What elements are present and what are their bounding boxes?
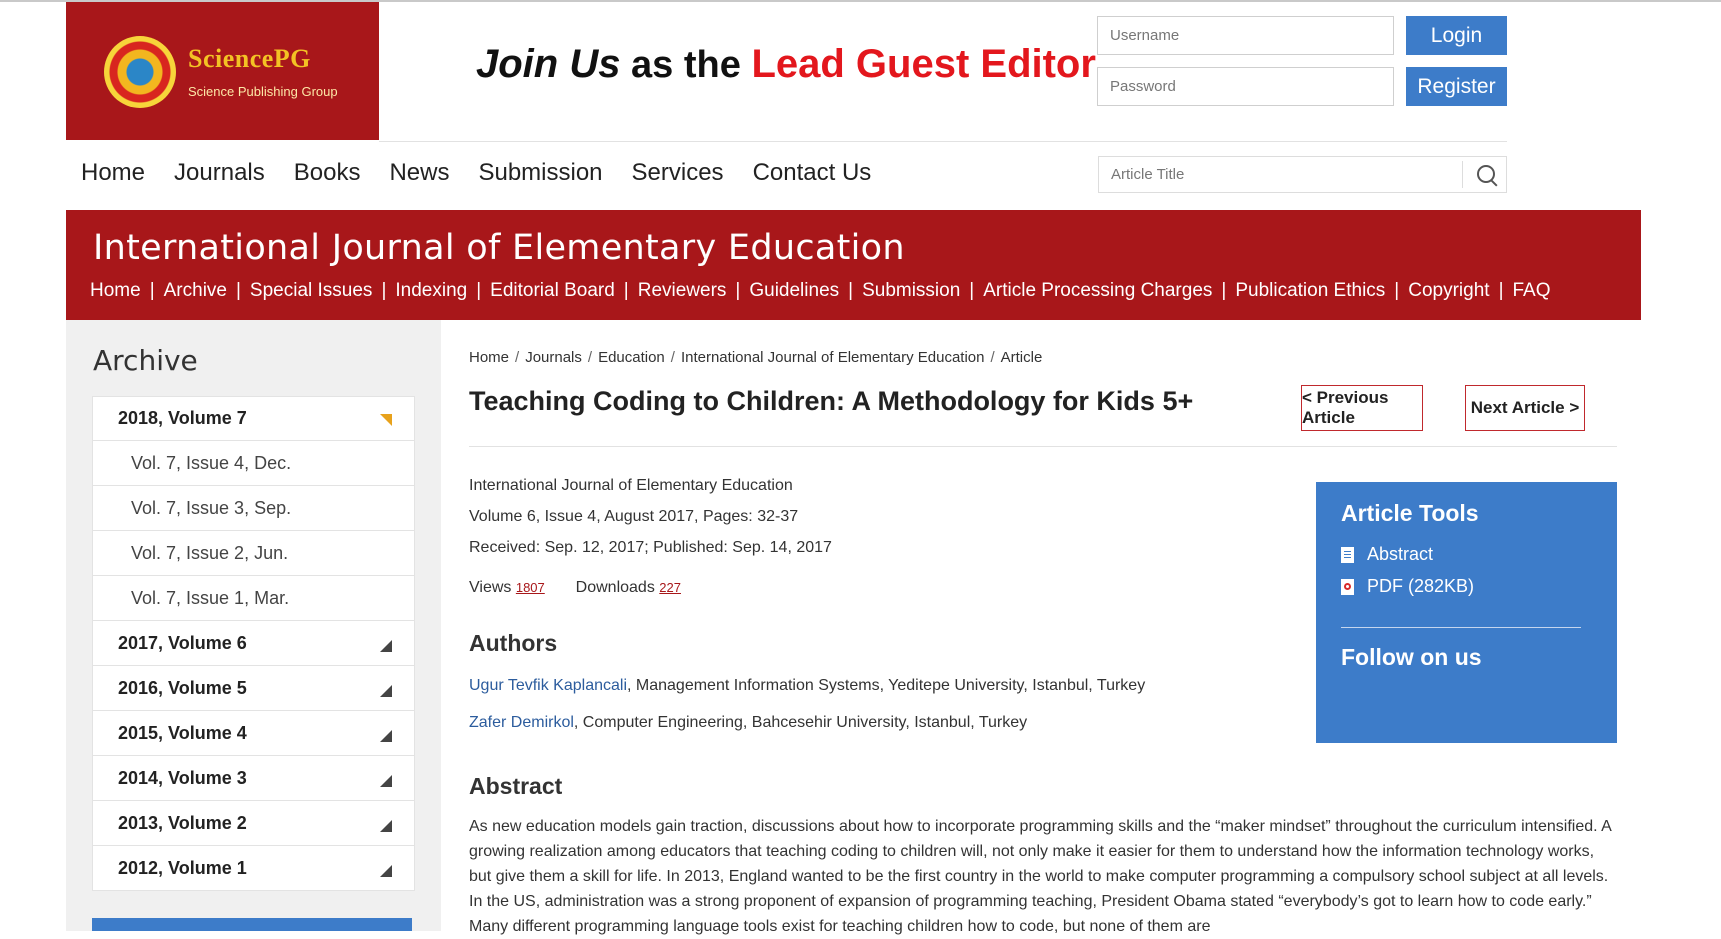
jnav-copyright[interactable]: Copyright [1408,280,1490,301]
views-label: Views [469,579,512,596]
archive-issue-7-4[interactable] [92,441,415,486]
author-item [469,714,1027,732]
collapsed-triangle-icon [380,865,392,877]
downloads-link[interactable]: 227 [659,580,681,595]
banner-part2: as the [620,44,752,86]
jnav-home[interactable]: Home [90,280,141,301]
nav-home[interactable]: Home [81,159,146,186]
archive-year-2014[interactable] [92,756,415,801]
crumb-journal[interactable]: International Journal of Elementary Education [680,349,985,366]
author-affiliation: , Computer Engineering, Bahcesehir University, Istanbul, Turkey [573,714,1028,731]
jnav-editorial-board[interactable]: Editorial Board [490,280,615,301]
abstract-heading: Abstract [469,773,563,799]
abstract-tool-link[interactable] [1341,544,1433,565]
site-logo[interactable] [66,2,379,140]
jnav-indexing[interactable]: Indexing [395,280,468,301]
login-button[interactable]: Login [1406,16,1507,55]
nav-journals[interactable]: Journals [174,159,265,186]
archive-year-2017[interactable] [92,621,415,666]
search-placeholder: Article Title [1111,166,1185,183]
archive-title: Archive [93,344,198,377]
archive-item-label: Vol. 7, Issue 1, Mar. [131,587,290,608]
abstract-text: As new education models gain traction, discussions about how to incorporate programming skills and the “maker mindset” throughout the curriculum intensified. A growing realization among educators that teaching coding to children will, not only make it easier for them to understand how the information technology works, but give them a skill for life. In 2013, England wanted to be the first country in the world to make computer programming a compulsory school subject at all levels. In the US, administration was a strong proponent of expansion of programming teaching, President Obama stated “everybody’s got to learn how to code early.” Many different programming language tools exist for teaching children how to code, but none of them are [469,818,1611,935]
previous-article-button[interactable]: < Previous Article [1301,385,1423,431]
crumb-journals[interactable]: Journals [525,349,582,366]
collapsed-triangle-icon [380,775,392,787]
article-search-input[interactable] [1098,156,1507,193]
volume-info: Volume 6, Issue 4, August 2017, Pages: 32-37 [469,508,799,525]
archive-sidebar [66,320,441,931]
jnav-guidelines[interactable]: Guidelines [749,280,840,301]
article-title: Teaching Coding to Children: A Methodology for Kids 5+ [469,386,1194,416]
nav-submission[interactable]: Submission [478,159,603,186]
document-icon [1341,547,1354,563]
journal-header [66,210,1641,320]
pdf-icon [1341,579,1354,595]
main-nav [81,159,900,187]
author-name-link[interactable]: Ugur Tevfik Kaplancali [469,677,628,694]
username-input[interactable]: Username [1097,16,1394,55]
password-input[interactable]: Password [1097,67,1394,106]
archive-item-label: 2018, Volume 7 [118,408,247,428]
archive-year-2015[interactable] [92,711,415,756]
jnav-apc[interactable]: Article Processing Charges [983,280,1213,301]
archive-list [92,396,415,891]
logo-title: SciencePG [188,44,311,73]
journal-title: International Journal of Elementary Education [93,228,905,268]
search-divider [1462,161,1463,188]
jnav-faq[interactable]: FAQ [1512,280,1551,301]
collapsed-triangle-icon [380,640,392,652]
nav-services[interactable]: Services [631,159,724,186]
dates-info: Received: Sep. 12, 2017; Published: Sep. 14, 2017 [469,539,832,556]
archive-year-2018[interactable] [92,396,415,441]
archive-item-label: 2016, Volume 5 [118,677,247,698]
abstract-tool-label: Abstract [1367,544,1434,564]
tools-divider [1341,627,1581,628]
archive-item-label: 2015, Volume 4 [118,722,247,743]
archive-item-label: 2014, Volume 3 [118,767,247,788]
banner-part3: Lead Guest Editor [751,42,1096,86]
pdf-tool-label: PDF (282KB) [1367,576,1475,596]
archive-year-2013[interactable] [92,801,415,846]
header-divider [379,141,1507,142]
nav-news[interactable]: News [389,159,450,186]
collapsed-triangle-icon [380,730,392,742]
logo-emblem-icon [104,36,176,108]
jnav-publication-ethics[interactable]: Publication Ethics [1235,280,1386,301]
follow-heading: Follow on us [1341,644,1482,670]
sidebar-widget-top [92,918,412,931]
archive-item-label: Vol. 7, Issue 4, Dec. [131,452,292,473]
pdf-tool-link[interactable] [1341,576,1474,597]
tools-title: Article Tools [1341,500,1479,526]
guest-editor-banner[interactable] [476,42,1096,87]
register-button[interactable]: Register [1406,67,1507,106]
archive-issue-7-1[interactable] [92,576,415,621]
downloads-label: Downloads [575,579,655,596]
author-affiliation: , Management Information Systems, Yeditepe University, Istanbul, Turkey [627,677,1146,694]
archive-year-2012[interactable] [92,846,415,891]
archive-issue-7-3[interactable] [92,486,415,531]
banner-part1: Join Us [476,42,621,86]
article-tools-panel [1316,482,1617,743]
stats [469,579,681,597]
archive-item-label: 2017, Volume 6 [118,632,247,653]
search-icon[interactable] [1477,165,1495,183]
nav-books[interactable]: Books [293,159,361,186]
archive-item-label: 2012, Volume 1 [118,857,247,878]
crumb-home[interactable]: Home [469,349,510,366]
next-article-button[interactable]: Next Article > [1465,385,1585,431]
jnav-special-issues[interactable]: Special Issues [249,280,373,301]
jnav-archive[interactable]: Archive [163,280,227,301]
archive-year-2016[interactable] [92,666,415,711]
journal-name: International Journal of Elementary Education [469,477,793,494]
archive-item-label: Vol. 7, Issue 3, Sep. [131,497,292,518]
nav-contact[interactable]: Contact Us [752,159,872,186]
archive-item-label: 2013, Volume 2 [118,812,247,833]
collapsed-triangle-icon [380,685,392,697]
author-name-link[interactable]: Zafer Demirkol [469,714,574,731]
views-link[interactable]: 1807 [515,580,545,595]
logo-subtitle: Science Publishing Group [188,84,338,99]
title-divider [469,446,1617,447]
collapsed-triangle-icon [380,820,392,832]
archive-item-label: Vol. 7, Issue 2, Jun. [131,542,289,563]
journal-nav: Home | Archive | Special Issues | Indexing | Editorial Board | Reviewers | Guidelines | Submission | Article Processing Charges | Publication Ethics | Copyright | FAQ [90,280,1551,301]
jnav-submission[interactable]: Submission [862,280,961,301]
authors-heading: Authors [469,630,558,656]
archive-issue-7-2[interactable] [92,531,415,576]
author-item [469,677,1145,695]
expanded-triangle-icon [380,414,392,426]
crumb-education[interactable]: Education [598,349,665,366]
jnav-reviewers[interactable]: Reviewers [637,280,727,301]
breadcrumb: Home / Journals / Education / International Journal of Elementary Education / Article [469,349,1043,366]
crumb-article: Article [1000,349,1043,366]
